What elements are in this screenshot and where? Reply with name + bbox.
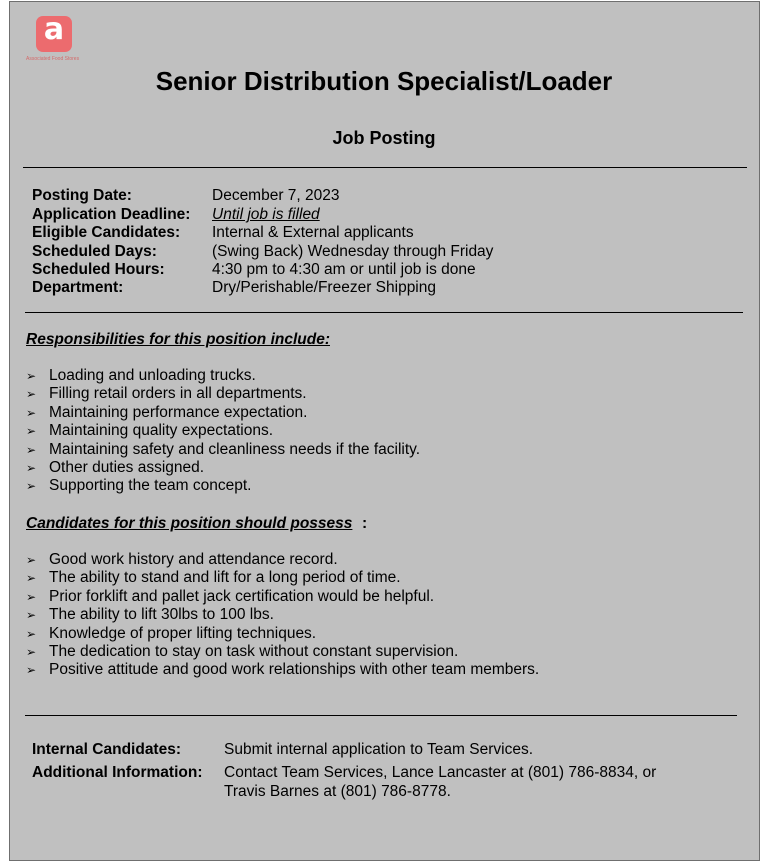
list-item <box>26 661 539 679</box>
detail-value: (Swing Back) Wednesday through Friday <box>212 243 494 260</box>
logo-letter: a <box>43 12 65 47</box>
list-item-text: Good work history and attendance record. <box>49 551 338 568</box>
responsibilities-heading: Responsibilities for this position include: <box>26 331 330 348</box>
bullet-arrow-icon: ➢ <box>26 571 37 586</box>
bullet-arrow-icon: ➢ <box>26 442 37 457</box>
footer-value: Travis Barnes at (801) 786-8778. <box>224 783 451 800</box>
bullet-arrow-icon: ➢ <box>26 405 37 420</box>
footer-label: Internal Candidates: <box>32 741 181 758</box>
divider-top <box>23 167 747 168</box>
list-item-text: Maintaining performance expectation. <box>49 403 308 421</box>
candidates-heading: Candidates for this position should possess <box>26 515 353 532</box>
detail-value: December 7, 2023 <box>212 187 340 204</box>
list-item <box>26 625 539 643</box>
detail-label: Department: <box>32 279 124 296</box>
bullet-arrow-icon: ➢ <box>26 663 37 678</box>
list-item <box>26 551 539 569</box>
list-item-text: Maintaining quality expectations. <box>49 422 274 440</box>
footer-value: Contact Team Services, Lance Lancaster at (801) 786-8834, or <box>224 764 657 781</box>
list-item <box>26 588 539 606</box>
bullet-arrow-icon: ➢ <box>26 553 37 567</box>
list-item-text: Positive attitude and good work relationships with other team members. <box>49 661 540 679</box>
list-item-text: Prior forklift and pallet jack certification would be helpful. <box>49 587 435 605</box>
detail-label: Scheduled Hours: <box>32 261 165 278</box>
bullet-arrow-icon: ➢ <box>26 626 37 641</box>
list-item-text: Loading and unloading trucks. <box>49 367 256 384</box>
list-item-text: Other duties assigned. <box>49 458 205 476</box>
candidates-list <box>26 551 539 680</box>
list-item-text: Maintaining safety and cleanliness needs if the facility. <box>49 440 421 458</box>
list-item-text: Filling retail orders in all departments. <box>49 385 307 403</box>
list-item-text: Supporting the team concept. <box>49 477 252 495</box>
candidates-heading-colon: : <box>362 515 368 532</box>
list-item <box>26 404 420 422</box>
detail-label: Posting Date: <box>32 187 132 204</box>
list-item <box>26 643 539 661</box>
bullet-arrow-icon: ➢ <box>26 644 37 659</box>
bullet-arrow-icon: ➢ <box>26 479 37 494</box>
divider-details <box>25 312 743 313</box>
detail-value: Until job is filled <box>212 206 320 223</box>
list-item <box>26 459 420 477</box>
footer-value: Submit internal application to Team Services. <box>224 741 534 758</box>
page-subtitle: Job Posting <box>332 128 436 148</box>
list-item <box>26 477 420 495</box>
list-item <box>26 422 420 440</box>
bullet-arrow-icon: ➢ <box>26 589 37 604</box>
detail-value: Internal & External applicants <box>212 224 414 241</box>
bullet-arrow-icon: ➢ <box>26 387 37 402</box>
divider-footer <box>25 715 737 716</box>
list-item <box>26 606 539 624</box>
detail-label: Application Deadline: <box>32 206 191 223</box>
logo-badge <box>36 12 72 52</box>
list-item-text: The dedication to stay on task without constant supervision. <box>49 642 459 660</box>
bullet-arrow-icon: ➢ <box>26 424 37 439</box>
list-item-text: Knowledge of proper lifting techniques. <box>49 624 317 642</box>
detail-value: 4:30 pm to 4:30 am or until job is done <box>212 261 476 278</box>
detail-label: Eligible Candidates: <box>32 224 181 241</box>
list-item <box>26 385 420 403</box>
list-item-text: The ability to stand and lift for a long period of time. <box>49 569 401 587</box>
bullet-arrow-icon: ➢ <box>26 460 37 475</box>
responsibilities-list <box>26 367 420 496</box>
list-item <box>26 441 420 459</box>
list-item <box>26 569 539 587</box>
bullet-arrow-icon: ➢ <box>26 608 37 623</box>
page-title: Senior Distribution Specialist/Loader <box>155 66 613 96</box>
logo-tagline: Associated Food Stores <box>26 56 80 62</box>
list-item-text: The ability to lift 30lbs to 100 lbs. <box>49 606 274 624</box>
footer-label: Additional Information: <box>32 764 203 781</box>
list-item <box>26 367 420 385</box>
bullet-arrow-icon: ➢ <box>26 369 37 383</box>
detail-label: Scheduled Days: <box>32 243 157 260</box>
detail-value: Dry/Perishable/Freezer Shipping <box>212 279 436 296</box>
